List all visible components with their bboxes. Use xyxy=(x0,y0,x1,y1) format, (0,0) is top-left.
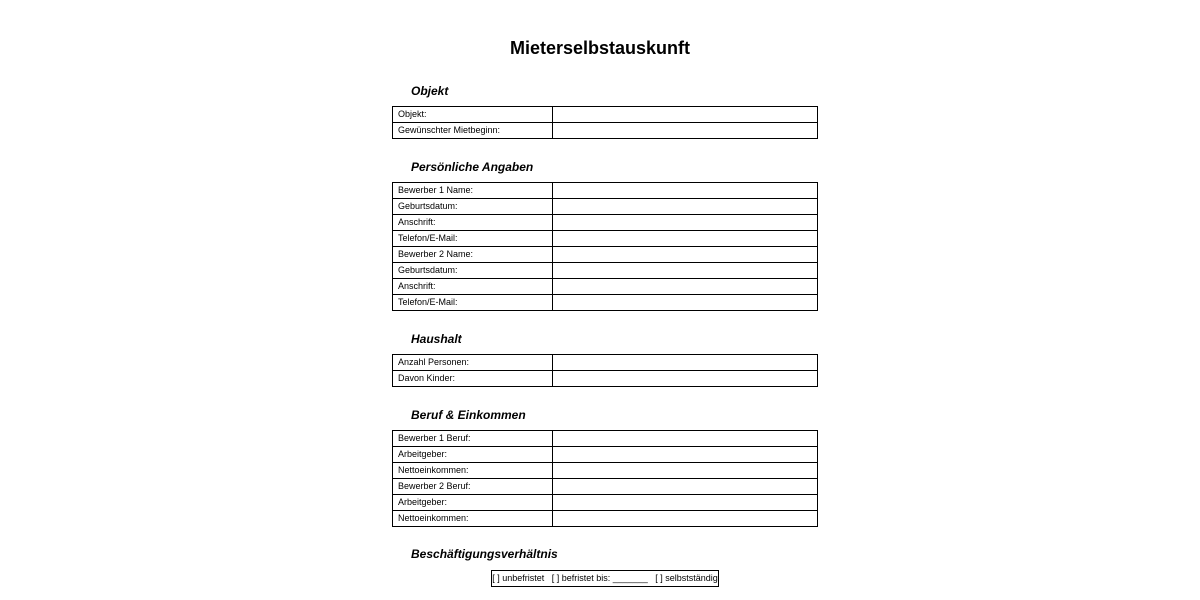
field-value[interactable] xyxy=(553,495,818,511)
field-label: Anzahl Personen: xyxy=(393,355,553,371)
field-label: Anschrift: xyxy=(393,215,553,231)
document-title: Mieterselbstauskunft xyxy=(509,38,691,58)
field-label: Geburtsdatum: xyxy=(393,263,553,279)
table-row xyxy=(393,447,818,463)
table-row xyxy=(393,183,818,199)
field-value[interactable] xyxy=(553,479,818,495)
table-row xyxy=(393,279,818,295)
table-row xyxy=(393,231,818,247)
field-label: Arbeitgeber: xyxy=(393,447,553,463)
field-label: Bewerber 1 Name: xyxy=(393,183,553,199)
table-row xyxy=(393,371,818,387)
field-value[interactable] xyxy=(553,199,818,215)
field-label: Objekt: xyxy=(393,107,553,123)
field-label: Gewünschter Mietbeginn: xyxy=(393,123,553,139)
field-value[interactable] xyxy=(553,247,818,263)
table-row xyxy=(393,355,818,371)
field-value[interactable] xyxy=(553,215,818,231)
field-value[interactable] xyxy=(553,371,818,387)
table-persoenliche-angaben xyxy=(392,182,818,311)
section-heading-beruf-einkommen: Beruf & Einkommen xyxy=(411,408,526,422)
table-row xyxy=(393,511,818,527)
section-heading-haushalt: Haushalt xyxy=(411,332,462,346)
section-heading-objekt: Objekt xyxy=(411,84,449,98)
field-label: Bewerber 2 Beruf: xyxy=(393,479,553,495)
field-value[interactable] xyxy=(553,263,818,279)
table-row xyxy=(393,247,818,263)
field-label: Arbeitgeber: xyxy=(393,495,553,511)
table-row xyxy=(393,295,818,311)
table-row xyxy=(393,463,818,479)
field-value[interactable] xyxy=(553,123,818,139)
field-label: Anschrift: xyxy=(393,279,553,295)
field-label: Nettoeinkommen: xyxy=(393,511,553,527)
field-label: Nettoeinkommen: xyxy=(393,463,553,479)
section-heading-persoenliche-angaben: Persönliche Angaben xyxy=(411,160,534,174)
field-value[interactable] xyxy=(553,183,818,199)
field-label: Geburtsdatum: xyxy=(393,199,553,215)
table-row xyxy=(393,215,818,231)
table-row xyxy=(393,263,818,279)
field-label: Bewerber 2 Name: xyxy=(393,247,553,263)
table-objekt xyxy=(392,106,818,139)
table-row xyxy=(393,495,818,511)
field-value[interactable] xyxy=(553,431,818,447)
field-label: Davon Kinder: xyxy=(393,371,553,387)
section-heading-beschaeftigungsverhaeltnis: Beschäftigungsverhältnis xyxy=(411,547,558,561)
field-value[interactable] xyxy=(553,511,818,527)
table-haushalt xyxy=(392,354,818,387)
field-value[interactable] xyxy=(553,107,818,123)
field-value[interactable] xyxy=(553,295,818,311)
table-row xyxy=(393,431,818,447)
field-value[interactable] xyxy=(553,279,818,295)
table-row xyxy=(393,479,818,495)
field-value[interactable] xyxy=(553,355,818,371)
field-label: Bewerber 1 Beruf: xyxy=(393,431,553,447)
field-value[interactable] xyxy=(553,463,818,479)
field-label: Telefon/E-Mail: xyxy=(393,295,553,311)
field-label: Telefon/E-Mail: xyxy=(393,231,553,247)
field-value[interactable] xyxy=(553,231,818,247)
table-beruf-einkommen xyxy=(392,430,818,527)
table-row xyxy=(393,199,818,215)
employment-type-options[interactable]: [ ] unbefristet [ ] befristet bis: _______ [ ] selbstständig xyxy=(491,570,719,587)
field-value[interactable] xyxy=(553,447,818,463)
table-row xyxy=(393,107,818,123)
table-row xyxy=(393,123,818,139)
